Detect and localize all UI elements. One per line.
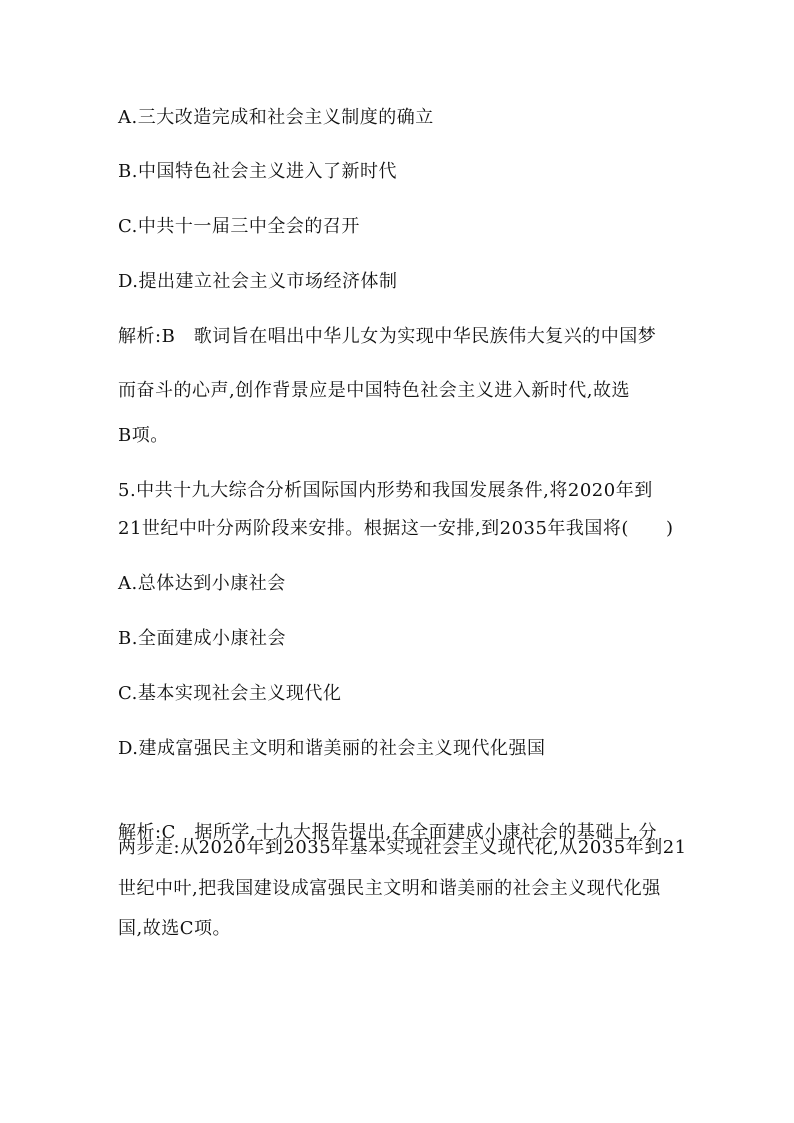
q4-analysis-line-2: 而奋斗的心声,创作背景应是中国特色社会主义进入新时代,故选 bbox=[118, 380, 630, 401]
q4-option-c: C.中共十一届三中全会的召开 bbox=[118, 216, 360, 237]
q4-analysis-line-1: 解析:B 歌词旨在唱出中华儿女为实现中华民族伟大复兴的中国梦 bbox=[118, 326, 657, 347]
q4-analysis-line-3: B项。 bbox=[118, 425, 169, 446]
q5-stem-line-1: 5.中共十九大综合分析国际国内形势和我国发展条件,将2020年到 bbox=[118, 480, 653, 501]
q4-option-b: B.中国特色社会主义进入了新时代 bbox=[118, 161, 397, 182]
q4-option-a: A.三大改造完成和社会主义制度的确立 bbox=[118, 107, 434, 128]
q5-analysis-line-2: 两步走:从2020年到2035年基本实现社会主义现代化,从2035年到21 bbox=[118, 837, 687, 858]
q5-option-c: C.基本实现社会主义现代化 bbox=[118, 683, 342, 704]
q5-analysis-line-1: 解析:C 据所学,十九大报告提出,在全面建成小康社会的基础上,分 bbox=[118, 822, 657, 843]
q5-stem-line-2: 21世纪中叶分两阶段来安排。根据这一安排,到2035年我国将( ) bbox=[118, 518, 674, 539]
q5-option-a: A.总体达到小康社会 bbox=[118, 573, 286, 594]
q5-analysis-line-3: 世纪中叶,把我国建设成富强民主文明和谐美丽的社会主义现代化强 bbox=[118, 878, 661, 899]
q5-option-d: D.建成富强民主文明和谐美丽的社会主义现代化强国 bbox=[118, 738, 546, 759]
q5-option-b: B.全面建成小康社会 bbox=[118, 628, 286, 649]
q4-option-d: D.提出建立社会主义市场经济体制 bbox=[118, 271, 398, 292]
q5-analysis-line-4: 国,故选C项。 bbox=[118, 918, 231, 939]
